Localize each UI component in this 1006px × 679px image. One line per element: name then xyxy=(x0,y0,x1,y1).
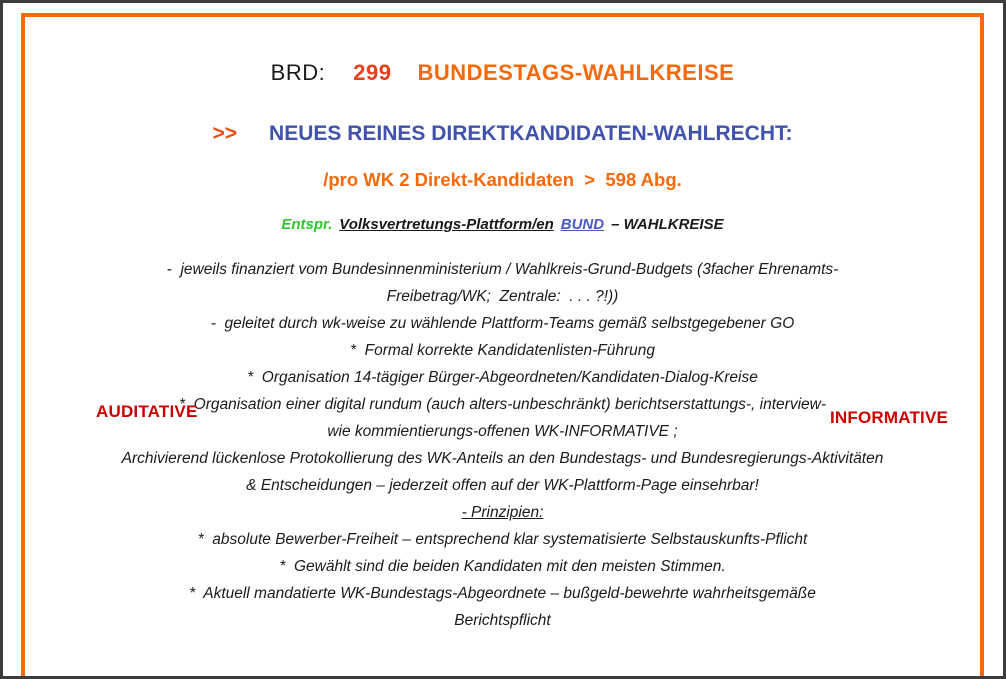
paragraph-financing: - jeweils finanziert vom Bundesinnenministerium / Wahlkreis-Grund-Budgets (3facher Ehrenamts-Freibetrag/WK; Zentrale: . . . ?!)) xyxy=(166,261,839,305)
document-content xyxy=(25,20,980,634)
paragraph-informative: * Organisation einer digital rundum (auch alters-unbeschränkt) berichtserstattungs-, interview- wie kommientierungs-offenen WK-INFORMATIVE ; xyxy=(179,396,835,440)
side-label-auditative: AUDITATIVE xyxy=(96,402,198,421)
title-count: 299 xyxy=(353,60,392,85)
paragraph-reporting: * Aktuell mandatierte WK-Bundestags-Abgeordnete – bußgeld-bewehrte wahrheitsgemäße Berichtspflicht xyxy=(189,585,821,629)
platform-line xyxy=(25,215,980,234)
side-label-informative: INFORMATIVE xyxy=(830,408,949,427)
chevron-marker: >> xyxy=(212,122,238,145)
paragraph-principles-heading: - Prinzipien: xyxy=(461,504,544,521)
paragraph-teams: - geleitet durch wk-weise zu wählende Plattform-Teams gemäß selbstgegebener GO xyxy=(210,315,795,332)
platform-bund: BUND xyxy=(560,216,605,233)
platform-suffix: – WAHLKREISE xyxy=(611,216,724,233)
main-title xyxy=(25,60,980,86)
subtitle-text: NEUES REINES DIREKTKANDIDATEN-WAHLRECHT: xyxy=(269,122,793,145)
subtitle xyxy=(25,121,980,146)
paragraph-dialog: * Organisation 14-tägiger Bürger-Abgeordneten/Kandidaten-Dialog-Kreise xyxy=(247,369,758,386)
paragraph-listing: * Formal korrekte Kandidatenlisten-Führung xyxy=(350,342,655,359)
paragraph-freedom: * absolute Bewerber-Freiheit – entsprechend klar systematisierte Selbstauskunfts-Pflicht xyxy=(197,531,808,548)
body-paragraphs xyxy=(25,256,980,634)
paragraph-archiving: Archivierend lückenlose Protokollierung des WK-Anteils an den Bundestags- und Bundesregierungs-Aktivitäten & Entscheidungen – jederzeit offen auf der WK-Plattform-Page einsehrbar! xyxy=(121,450,888,494)
title-prefix: BRD: xyxy=(270,60,326,85)
paragraph-elected: * Gewählt sind die beiden Kandidaten mit den meisten Stimmen. xyxy=(279,558,726,575)
platform-prefix: Entspr. xyxy=(281,216,333,233)
platform-underlined: Volksvertretungs-Plattform/en xyxy=(339,216,554,233)
tagline: /pro WK 2 Direkt-Kandidaten > 598 Abg. xyxy=(323,169,682,190)
title-name: BUNDESTAGS-WAHLKREISE xyxy=(417,60,735,85)
